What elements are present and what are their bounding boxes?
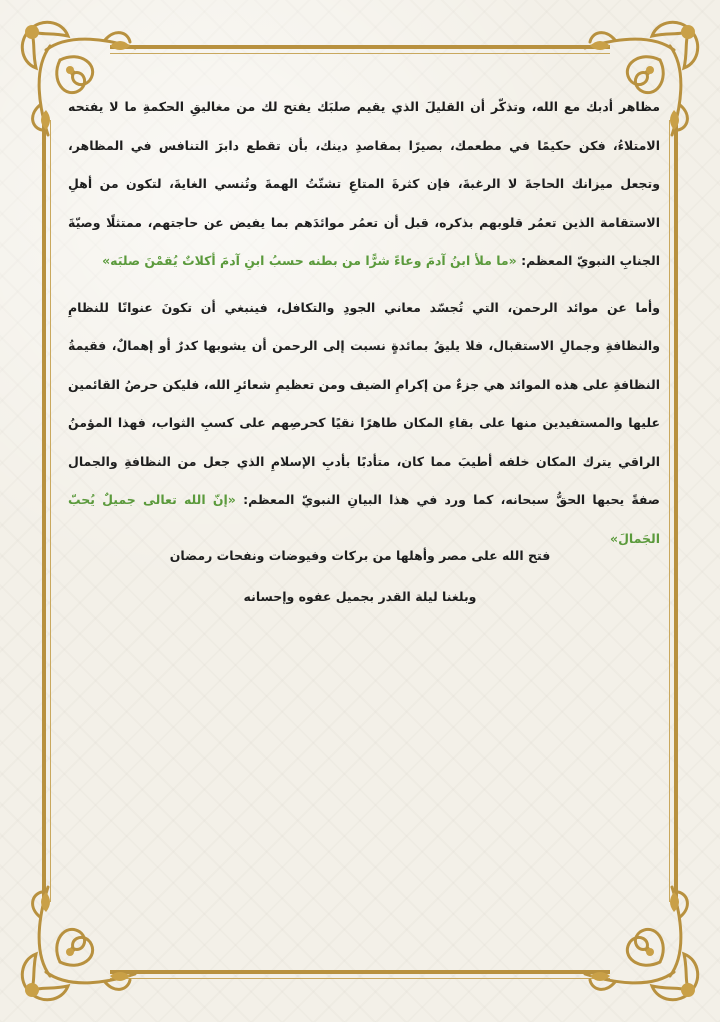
paragraph-1-text: مظاهر أدبك مع الله، وتذكّر أن القليلَ الذي يقيم صلبَك يفتح لك من مغاليقِ الحكمةِ ما لا يفتحه الامتلاءُ، فكن حكيمًا في مطعمك، بصيرًا بمقاصدِ دينك، بأن تقطع دابرَ التنافس في المظاهر، وتجعل ميزانك الحاجةَ لا الرغبةَ، فإن كثرةَ المتاعِ تشتّتُ الهمةَ وتُنسي الغايةَ، لتكون من أهلِ الاستقامة الذين تعمُر قلوبهم بذكره، قبل أن تعمُر موائدَهم بما يفيض عن حاجتهم، ممتثلًا وصيّةَ الجنابِ النبويّ المعظم: (68, 99, 660, 268)
closing-prayer-2: وبلغنا ليلة القدر بجميل عفوه وإحسانه (243, 589, 477, 604)
frame-border-right (674, 120, 678, 902)
ornament-corner-icon (10, 872, 150, 1012)
frame-border-bottom-inner (110, 978, 610, 979)
frame-border-right-inner (669, 120, 670, 902)
closing-prayer-1: فتح الله على مصر وأهلها من بركات وفيوضات ونفحات رمضان (169, 548, 551, 563)
article-body (68, 88, 660, 566)
paragraph-2 (68, 289, 660, 559)
paragraph-1 (68, 88, 660, 281)
frame-border-left (42, 120, 46, 902)
hadith-quote-2: «إنّ الله تعالى جميلٌ يُحبّ الجَمالَ» (68, 492, 660, 546)
ornament-corner-icon (570, 872, 710, 1012)
paragraph-2-text: وأما عن موائد الرحمن، التي تُجسّد معاني الجودِ والتكافل، فينبغي أن تكونَ عنوانًا للنظامِ والنظافةِ وجمالِ الاستقبال، فلا يليقُ بمائدةٍ نسبت إلى الرحمن أن يشوبها كدرٌ أو إهمالٌ، فقيمةُ النظافةِ على هذه الموائد هي جزءٌ من إكرامِ الضيف ومن تعظيمِ شعائرِ الله، فليكن حرصُ القائمين عليها والمستفيدين منها على بقاءِ المكان طاهرًا نقيًا كحرصِهم على كسبِ الثواب، فهذا المؤمنُ الراقي يترك المكان خلفه أطيبَ مما كان، متأدبًا بأدبِ الإسلامِ الذي جعل من النظافةِ والجمال صفةً يحبها الحقُّ سبحانه، كما ورد في هذا البيانِ النبويّ المعظم: (68, 299, 661, 507)
frame-border-left-inner (50, 120, 51, 902)
frame-border-bottom (110, 970, 610, 974)
frame-border-top (110, 45, 610, 49)
frame-border-top-inner (110, 53, 610, 54)
hadith-quote-1: «ما ملأ ابنُ آدمَ وعاءً شرًّا من بطنه حسبُ ابنِ آدمَ أكلاتٌ يُقمْنَ صلبَه» (102, 253, 517, 268)
